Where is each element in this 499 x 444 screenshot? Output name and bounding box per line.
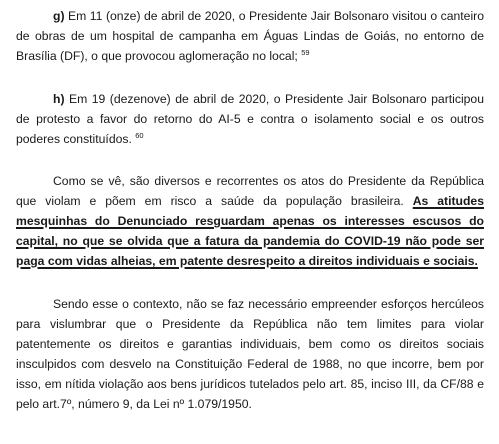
footnote-ref[interactable]: 59 (301, 47, 310, 57)
list-item-h (16, 89, 484, 149)
emphasized-text: As atitudes mesquinhas do Denunciado resguardam apenas os interesses escusos do capital, no que se olvida que a fatura da pandemia do COVID-19 não pode ser paga com vidas alheias, em patente desrespeito a direitos individuais e sociais. (16, 194, 484, 268)
paragraph-text: Sendo esse o contexto, não se faz necessário empreender esforços hercúleos para vislumbrar que o Presidente da República não tem limites para violar patentemente os direitos e garantias individuais, bem como os direitos sociais insculpidos com desvelo na Constituição Federal de 1988, no que incorre, bem por isso, em nítida violação aos bens jurídicos tutelados pelo art. 85, inciso III, da CF/88 e pelo art.7º, número 9, da Lei nº 1.079/1950. (16, 297, 484, 411)
item-letter: g) (53, 9, 65, 23)
item-text: Em 11 (onze) de abril de 2020, o Presidente Jair Bolsonaro visitou o canteiro de obras de um hospital de campanha em Águas Lindas de Goiás, no entorno de Brasília (DF), o que provocou aglomeração no local; (16, 9, 484, 63)
paragraph-lead-text: Como se vê, são diversos e recorrentes os atos do Presidente da República que violam e põem em risco a saúde da população brasileira. (16, 174, 484, 208)
item-letter: h) (53, 92, 65, 106)
item-text: Em 19 (dezenove) de abril de 2020, o Presidente Jair Bolsonaro participou de protesto a favor do retorno do AI-5 e contra o isolamento social e os outros poderes constituídos. (16, 92, 484, 146)
footnote-ref[interactable]: 60 (135, 130, 144, 140)
list-item-g (16, 6, 484, 66)
body-paragraph-2 (16, 294, 484, 414)
document-page (16, 6, 484, 414)
body-paragraph-1 (16, 171, 484, 271)
